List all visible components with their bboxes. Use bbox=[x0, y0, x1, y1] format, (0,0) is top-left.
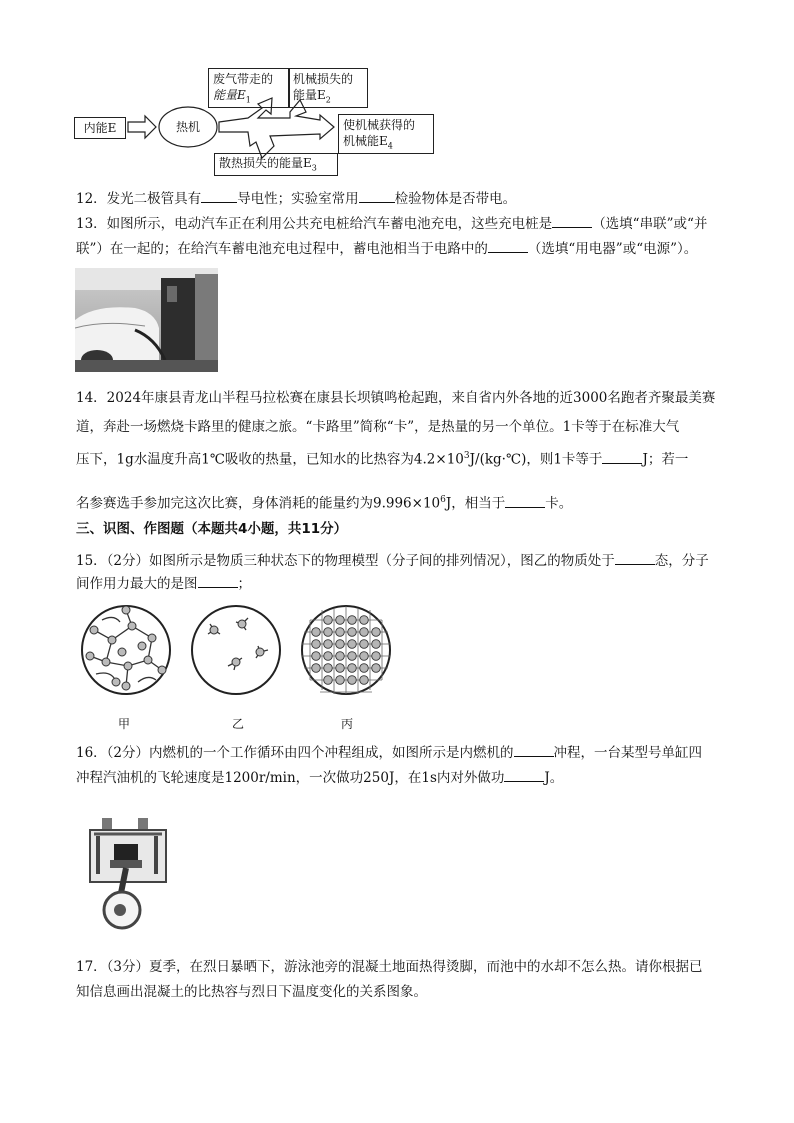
q14-text-4b: J，相当于 bbox=[445, 495, 506, 512]
lattice-particle bbox=[360, 628, 369, 637]
lattice-particle bbox=[324, 616, 333, 625]
q13-text-1: 13．如图所示，电动汽车正在利用公共充电桩给汽车蓄电池充电，这些充电桩是 bbox=[76, 216, 553, 232]
lattice-particle bbox=[372, 628, 381, 637]
lattice-particle bbox=[312, 652, 321, 661]
lattice-particle bbox=[336, 676, 345, 685]
q14-blank-2[interactable] bbox=[505, 495, 545, 508]
lattice-particle bbox=[324, 628, 333, 637]
lattice-particle bbox=[336, 616, 345, 625]
q15-text-1b: 态，分子 bbox=[654, 553, 709, 569]
q16-blank-2[interactable] bbox=[504, 769, 544, 782]
question-14-line-3 bbox=[76, 447, 688, 469]
lattice-particle bbox=[348, 676, 357, 685]
mech-gain-sub: 4 bbox=[387, 141, 393, 151]
q15-text-2a: 间作用力最大的是图 bbox=[76, 576, 198, 592]
q16-text-1b: 冲程，一台某型号单缸四 bbox=[553, 745, 703, 761]
q14-exp-4: 6 bbox=[440, 495, 446, 505]
q15-blank-1[interactable] bbox=[615, 552, 655, 565]
lattice-particle bbox=[312, 640, 321, 649]
lattice-particle bbox=[324, 652, 333, 661]
q14-text-3b: J/(kg·℃)，则1卡等于 bbox=[469, 451, 603, 468]
q13-text-2a: 联”）在一起的；在给汽车蓄电池充电过程中，蓄电池相当于电路中的 bbox=[76, 241, 488, 257]
lattice-particle bbox=[360, 664, 369, 673]
lattice-particle bbox=[348, 652, 357, 661]
exhaust-line1: 废气带走的 bbox=[213, 72, 274, 86]
q13-blank-1[interactable] bbox=[552, 215, 592, 228]
lattice-particle bbox=[372, 652, 381, 661]
q16-text-1a: 16．（2分）内燃机的一个工作循环由四个冲程组成，如图所示是内燃机的 bbox=[76, 745, 514, 761]
mech-gain-line1: 使机械获得的 bbox=[343, 118, 416, 132]
q16-text-2a: 冲程汽油机的飞轮速度是1200r/min，一次做功250J，在1s内对外做功 bbox=[76, 770, 505, 786]
lattice-particle bbox=[360, 652, 369, 661]
q14-text-3c: J；若一 bbox=[642, 451, 689, 468]
q14-text-1: 14．2024年康县青龙山半程马拉松赛在康县长坝镇鸣枪起跑，来自省内外各地的近3000名跑者齐聚最美赛 bbox=[76, 390, 716, 406]
lattice-particle bbox=[336, 664, 345, 673]
q14-text-4c: 卡。 bbox=[545, 495, 573, 512]
mech-gain-box bbox=[338, 114, 434, 154]
q12-blank-2[interactable] bbox=[359, 190, 395, 203]
q14-text-4a: 名参赛选手参加完这次比赛，身体消耗的能量约为9.996×10 bbox=[76, 495, 441, 512]
mech-loss-sub: 2 bbox=[325, 95, 331, 105]
caption-yi: 乙 bbox=[232, 717, 245, 731]
engine-label-wrap bbox=[166, 119, 210, 135]
q12-text-2: 导电性；实验室常用 bbox=[237, 191, 359, 207]
caption-jia: 甲 bbox=[118, 717, 131, 731]
mech-loss-line1: 机械损失的 bbox=[293, 72, 354, 86]
q15-text-2b: ； bbox=[237, 576, 251, 592]
q16-blank-1[interactable] bbox=[514, 744, 554, 757]
q15-blank-2[interactable] bbox=[198, 575, 238, 588]
question-16-line-1 bbox=[76, 744, 702, 762]
exhaust-line2: 能量E bbox=[213, 88, 246, 102]
q17-text-1: 17．（3分）夏季，在烈日暴晒下，游泳池旁的混凝土地面热得烫脚，而池中的水却不怎么热。请你根据已 bbox=[76, 959, 703, 975]
caption-bing: 丙 bbox=[341, 717, 354, 731]
q14-exp-3: 3 bbox=[463, 451, 470, 461]
question-17-line-1 bbox=[76, 958, 703, 976]
q14-text-2: 道，奔赴一场燃烧卡路里的健康之旅。“卡路里”简称“卡”，是热量的另一个单位。1卡等于在标准大气 bbox=[76, 419, 680, 435]
lattice-particle bbox=[336, 640, 345, 649]
lattice-particle bbox=[360, 676, 369, 685]
question-12 bbox=[76, 190, 516, 208]
question-15-line-2 bbox=[76, 575, 251, 593]
ev-charging-photo bbox=[75, 268, 218, 372]
mech-loss-box bbox=[288, 68, 368, 108]
mech-gain-line2: 机械能E bbox=[343, 134, 388, 148]
q12-blank-1[interactable] bbox=[201, 190, 237, 203]
heat-loss-label: 散热损失的能量E bbox=[219, 156, 312, 170]
q17-text-2: 知信息画出混凝土的比热容与烈日下温度变化的关系图象。 bbox=[76, 984, 427, 1000]
question-15-line-1 bbox=[76, 552, 709, 570]
exhaust-sub: 1 bbox=[245, 95, 251, 105]
lattice-particle bbox=[324, 664, 333, 673]
exhaust-energy-box bbox=[208, 68, 290, 108]
ev-charging-image bbox=[75, 268, 218, 372]
lattice-particle bbox=[348, 640, 357, 649]
section-3-heading: 三、识图、作图题（本题共4小题，共11分） bbox=[76, 521, 348, 537]
engine-stroke-figure bbox=[80, 812, 176, 936]
q15-text-1a: 15．（2分）如图所示是物质三种状态下的物理模型（分子间的排列情况），图乙的物质处于 bbox=[76, 553, 615, 569]
lattice-particle bbox=[348, 616, 357, 625]
crystal-lattice-dots bbox=[76, 600, 396, 706]
lattice-particle bbox=[336, 628, 345, 637]
question-16-line-2 bbox=[76, 769, 563, 787]
q12-text-3: 检验物体是否带电。 bbox=[394, 191, 517, 207]
lattice-particle bbox=[348, 664, 357, 673]
heat-loss-box bbox=[214, 153, 338, 176]
lattice-particle bbox=[324, 676, 333, 685]
question-14-line-4 bbox=[76, 491, 572, 513]
q16-text-2b: J。 bbox=[544, 770, 564, 786]
lattice-particle bbox=[312, 628, 321, 637]
q13-text-1b: （选填“串联”或“并 bbox=[592, 216, 708, 232]
question-14-line-2 bbox=[76, 418, 679, 436]
question-13-line-2 bbox=[76, 240, 697, 258]
q14-text-3a: 压下，1g水温度升高1℃吸收的热量，已知水的比热容为4.2×10 bbox=[76, 451, 464, 468]
lattice-particle bbox=[360, 640, 369, 649]
lattice-particle bbox=[312, 664, 321, 673]
q13-blank-2[interactable] bbox=[488, 240, 528, 253]
lattice-particle bbox=[360, 616, 369, 625]
question-14-line-1 bbox=[76, 389, 715, 407]
lattice-particle bbox=[372, 664, 381, 673]
engine-label: 热机 bbox=[175, 120, 200, 134]
lattice-particle bbox=[336, 652, 345, 661]
lattice-particle bbox=[372, 640, 381, 649]
q12-text-1: 12．发光二极管具有 bbox=[76, 191, 202, 207]
lattice-particle bbox=[348, 628, 357, 637]
question-13-line-1 bbox=[76, 215, 707, 233]
internal-energy-label: 内能E bbox=[83, 121, 117, 135]
q14-blank-1[interactable] bbox=[602, 451, 642, 464]
question-17-line-2 bbox=[76, 983, 427, 1001]
lattice-particle bbox=[324, 640, 333, 649]
heat-loss-sub: 3 bbox=[311, 163, 317, 173]
q13-text-2b: （选填“用电器”或“电源”）。 bbox=[527, 241, 698, 257]
mech-loss-line2: 能量E bbox=[293, 88, 326, 102]
